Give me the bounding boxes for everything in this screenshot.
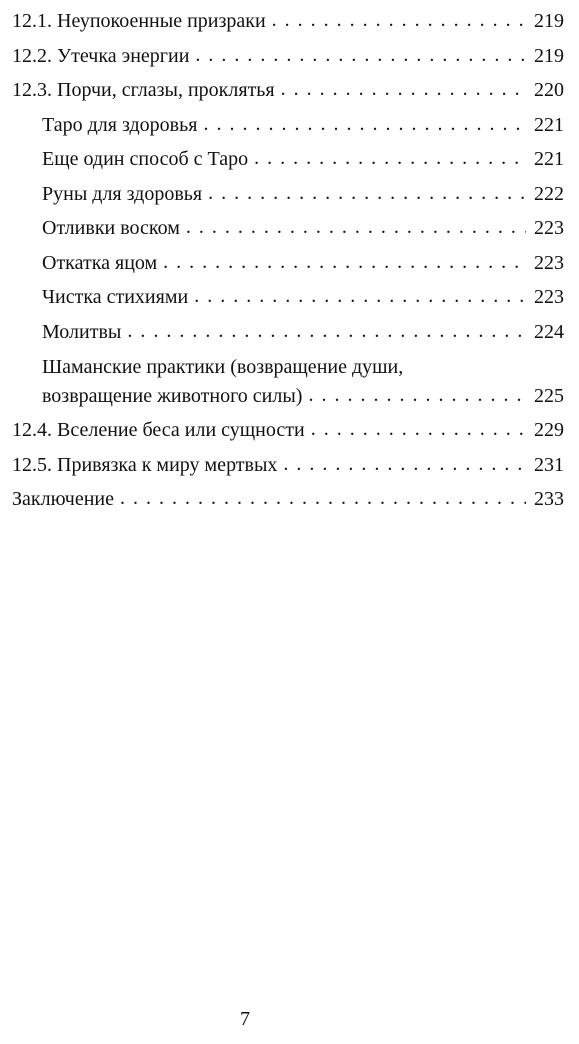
toc-entry[interactable] [12, 448, 564, 483]
toc-dot-leader [208, 176, 526, 211]
toc-entry-page: 221 [534, 148, 564, 170]
toc-entry-title: 12.3. Порчи, сглазы, проклятья [12, 79, 275, 101]
toc-entry-page: 220 [534, 79, 564, 101]
toc-entry-page: 221 [534, 113, 564, 136]
page-number: 7 [240, 1008, 250, 1030]
toc-subentry[interactable] [12, 211, 564, 246]
toc-dot-leader [203, 107, 526, 142]
table-of-contents [12, 4, 564, 517]
toc-dot-leader [120, 481, 526, 516]
toc-entry-page: 229 [534, 419, 564, 441]
toc-entry[interactable] [12, 39, 564, 74]
toc-entry-last-line [42, 382, 564, 411]
toc-entry-page: 225 [534, 385, 564, 407]
toc-subentry[interactable] [12, 177, 564, 212]
toc-entry-title: 12.1. Неупокоенные призраки [12, 10, 266, 32]
toc-subentry[interactable] [12, 315, 564, 350]
toc-entry-title: Еще один способ с Таро [42, 148, 249, 170]
toc-dot-leader [254, 141, 526, 176]
toc-entry-page: 223 [534, 251, 564, 274]
toc-entry[interactable] [12, 4, 564, 39]
toc-subentry[interactable] [12, 142, 564, 177]
toc-entry-page: 222 [534, 182, 564, 205]
toc-entry-title: 12.2. Утечка энергии [12, 44, 190, 67]
toc-dot-leader [281, 72, 526, 107]
toc-dot-leader [283, 447, 526, 482]
toc-subentry[interactable] [12, 349, 564, 413]
toc-dot-leader [308, 381, 526, 410]
toc-entry-page: 223 [534, 286, 564, 308]
toc-dot-leader [194, 279, 526, 314]
toc-dot-leader [127, 314, 526, 349]
toc-entry-title-line1: Шаманские практики (возвращение души, [42, 356, 404, 378]
toc-entry-title: Отливки воском [42, 217, 180, 239]
toc-entry-page: 219 [534, 10, 564, 32]
toc-entry-title: 12.4. Вселение беса или сущности [12, 419, 305, 441]
toc-entry-title: Откатка яцом [42, 251, 158, 274]
toc-entry-page: 223 [534, 217, 564, 239]
toc-entry[interactable] [12, 482, 564, 517]
toc-subentry[interactable] [12, 246, 564, 281]
toc-dot-leader [186, 210, 526, 245]
toc-entry-title: 12.5. Привязка к миру мертвых [12, 453, 278, 476]
toc-entry-title-line2: возвращение животного силы) [42, 385, 303, 407]
toc-entry-page: 224 [534, 320, 564, 343]
toc-dot-leader [272, 3, 526, 38]
toc-subentry[interactable] [12, 108, 564, 143]
toc-dot-leader [195, 38, 526, 73]
toc-dot-leader [163, 245, 526, 280]
toc-entry-page: 219 [534, 44, 564, 67]
toc-entry[interactable] [12, 413, 564, 448]
toc-entry-title: Чистка стихиями [42, 286, 189, 308]
toc-entry-title: Таро для здоровья [42, 113, 198, 136]
toc-entry-title: Заключение [12, 488, 114, 510]
toc-dot-leader [311, 412, 526, 447]
toc-entry-page: 231 [534, 453, 564, 476]
toc-entry-page: 233 [534, 488, 564, 510]
toc-entry[interactable] [12, 73, 564, 108]
toc-entry-title: Руны для здоровья [42, 182, 203, 205]
toc-entry-title: Молитвы [42, 320, 122, 343]
toc-subentry[interactable] [12, 280, 564, 315]
